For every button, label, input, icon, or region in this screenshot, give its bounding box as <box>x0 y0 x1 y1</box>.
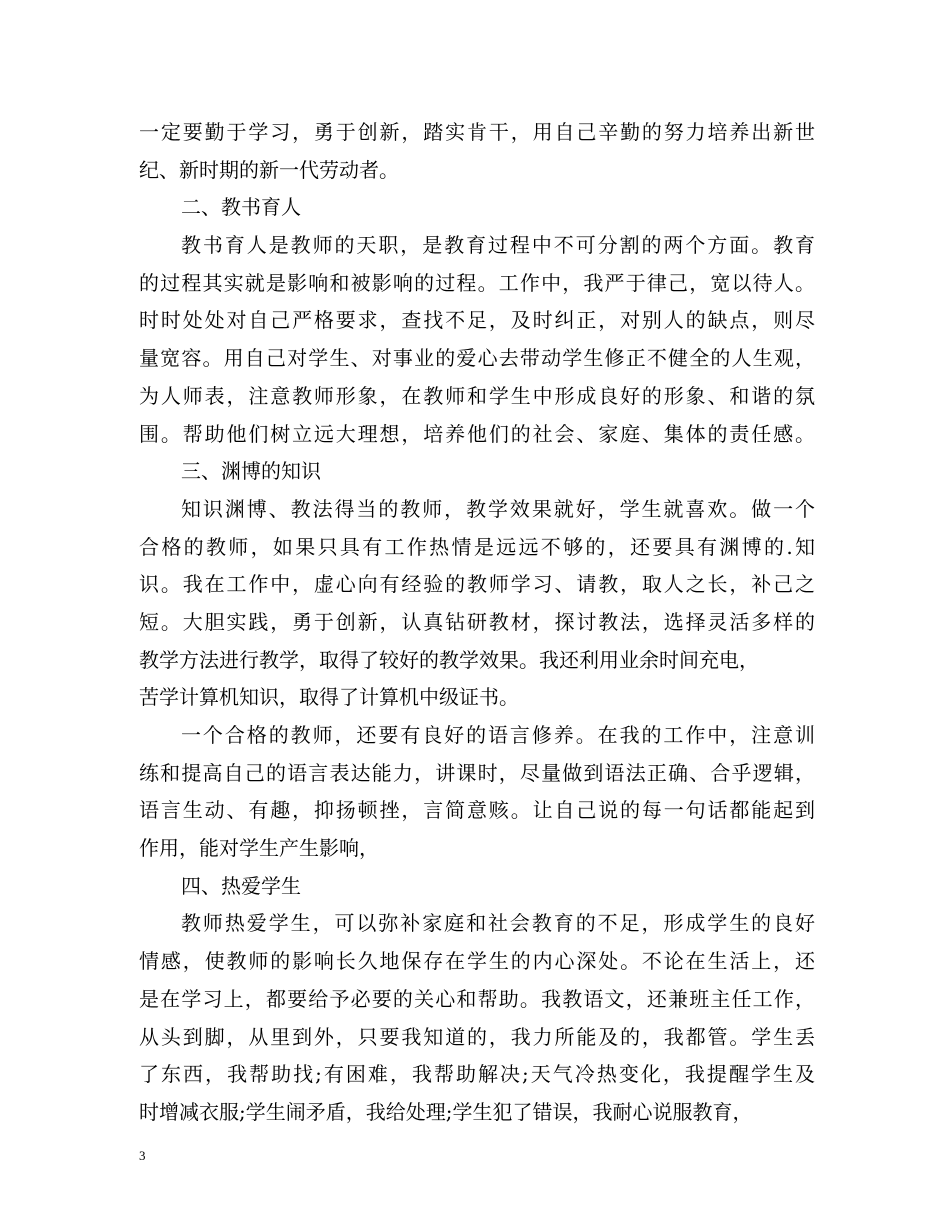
paragraph-line: 一个合格的教师，还要有良好的语言修养。在我的工作中，注意训 <box>181 723 815 747</box>
paragraph-line: 情感，使教师的影响长久地保存在学生的内心深处。不论在生活上，还 <box>139 949 815 974</box>
paragraph-line: 围。帮助他们树立远大理想，培养他们的社会、家庭、集体的责任感。 <box>139 421 815 446</box>
paragraph-line: 从头到脚，从里到外，只要我知道的，我力所能及的，我都管。学生丢 <box>139 1024 815 1049</box>
paragraph-line: 纪、新时期的新一代劳动者。 <box>139 157 399 182</box>
paragraph-line: 了东西，我帮助找;有困难，我帮助解决;天气冷热变化，我提醒学生及 <box>139 1062 815 1087</box>
paragraph-line: 一定要勤于学习，勇于创新，踏实肯干，用自己辛勤的努力培养出新世 <box>139 120 815 144</box>
paragraph-line: 教师热爱学生，可以弥补家庭和社会教育的不足，形成学生的良好 <box>181 911 815 936</box>
section-heading: 四、热爱学生 <box>181 873 301 898</box>
paragraph-line: 识。我在工作中，虚心向有经验的教师学习、请教，取人之长，补己之 <box>139 572 815 597</box>
paragraph-line: 为人师表，注意教师形象，在教师和学生中形成良好的形象、和谐的氛 <box>139 383 815 408</box>
paragraph-line: 的过程其实就是影响和被影响的过程。工作中，我严于律己，宽以待人。 <box>139 270 815 295</box>
section-heading: 三、渊博的知识 <box>181 459 321 484</box>
paragraph-line: 时增减衣服;学生闹矛盾，我给处理;学生犯了错误，我耐心说服教育， <box>139 1099 753 1124</box>
paragraph-line: 苦学计算机知识，取得了计算机中级证书。 <box>139 685 519 710</box>
section-heading: 二、教书育人 <box>181 195 301 220</box>
paragraph-line: 时时处处对自己严格要求，查找不足，及时纠正，对别人的缺点，则尽 <box>139 308 815 333</box>
paragraph-line: 知识渊博、教法得当的教师，教学效果就好，学生就喜欢。做一个 <box>181 496 815 521</box>
paragraph-line: 语言生动、有趣，抑扬顿挫，言简意赅。让自己说的每一句话都能起到 <box>139 798 815 823</box>
paragraph-line: 短。大胆实践，勇于创新，认真钻研教材，探讨教法，选择灵活多样的 <box>139 609 815 634</box>
paragraph-line: 教书育人是教师的天职，是教育过程中不可分割的两个方面。教育 <box>181 233 815 258</box>
paragraph-line: 作用，能对学生产生影响， <box>139 836 379 861</box>
document-body <box>139 114 815 1132</box>
paragraph-line: 练和提高自己的语言表达能力，讲课时，尽量做到语法正确、合乎逻辑， <box>139 760 815 785</box>
paragraph-line: 教学方法进行教学，取得了较好的教学效果。我还利用业余时间充电， <box>139 647 759 672</box>
paragraph-line: 合格的教师，如果只具有工作热情是远远不够的，还要具有渊博的.知 <box>139 534 815 559</box>
paragraph-line: 是在学习上，都要给予必要的关心和帮助。我教语文，还兼班主任工作， <box>139 986 815 1011</box>
page-number: 3 <box>139 1148 146 1163</box>
paragraph-line: 量宽容。用自己对学生、对事业的爱心去带动学生修正不健全的人生观， <box>139 346 815 371</box>
